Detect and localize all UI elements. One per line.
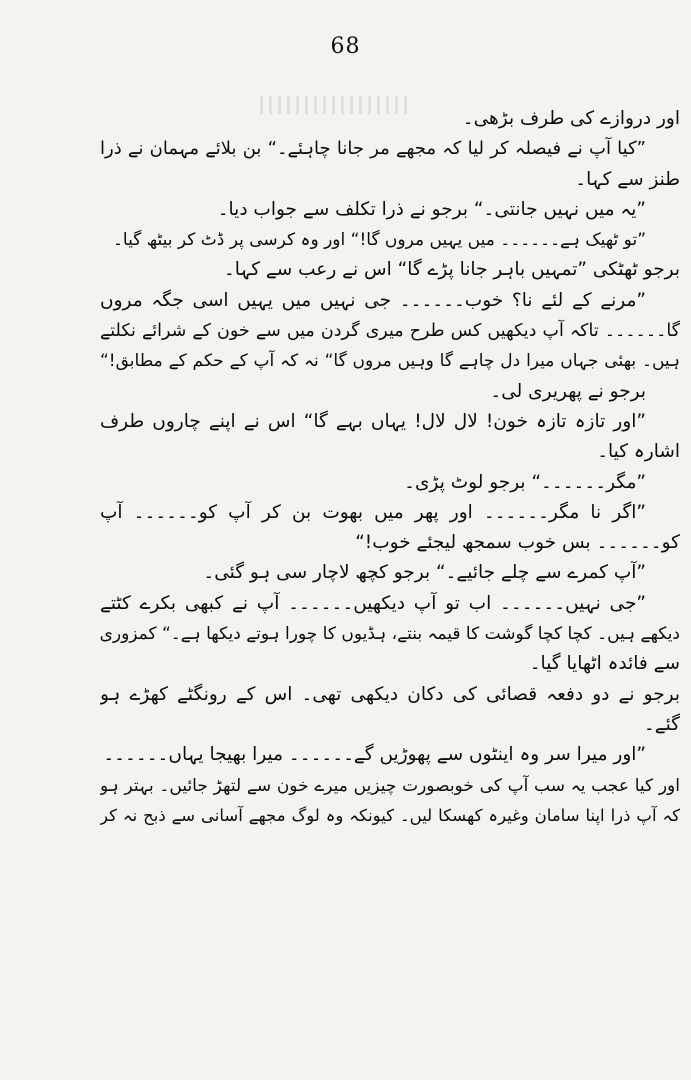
text-line: ”اور میرا سر وہ اینٹوں سے پھوڑیں گے۔۔۔۔۔۔ میرا بھیجا یہاں۔۔۔۔۔۔	[103, 744, 646, 766]
page-text	[100, 104, 680, 831]
text-line: ”مرنے کے لئے نا؟ خوب۔۔۔۔۔۔ جی نہیں میں یہیں اسی جگہ مروں	[100, 289, 646, 311]
text-line: گئے۔	[643, 713, 680, 735]
text-line: ”جی نہیں۔۔۔۔۔۔ اب تو آپ دیکھیں۔۔۔۔۔۔ آپ نے کبھی بکرے کٹتے	[100, 592, 646, 614]
text-line: گا۔۔۔۔۔۔ تاکہ آپ دیکھیں کس طرح میری گردن میں سے خون کے شرائے نکلتے	[100, 321, 680, 342]
text-line: برجو نے دو دفعہ قصائی کی دکان دیکھی تھی۔ اس کے رونگٹے کھڑے ہو	[100, 683, 680, 705]
text-line: برجو نے پھریری لی۔	[490, 380, 646, 402]
text-line: کہ آپ ذرا اپنا سامان وغیرہ کھسکا لیں۔ کیونکہ وہ لوگ مجھے آسانی سے ذبح نہ کر	[100, 805, 680, 825]
text-line: برجو ٹھٹکی ”تمہیں باہر جانا پڑے گا“ اس نے رعب سے کہا۔	[223, 259, 680, 281]
text-line: ”اگر نا مگر۔۔۔۔۔۔ اور پھر میں بھوت بن کر آپ کو۔۔۔۔۔۔ آپ	[100, 501, 646, 523]
text-line: ”آپ کمرے سے چلے جائیے۔“ برجو کچھ لاچار سی ہو گئی۔	[203, 562, 646, 584]
text-line: اشارہ کیا۔	[597, 441, 680, 463]
text-line: طنز سے کہا۔	[575, 168, 680, 190]
text-line: اور کیا عجب یہ سب آپ کی خوبصورت چیزیں میرے خون سے لتھڑ جائیں۔ بہتر ہو	[100, 775, 680, 796]
text-line: اور دروازے کی طرف بڑھی۔	[462, 108, 680, 129]
text-line: کو۔۔۔۔۔۔ بس خوب سمجھ لیجئے خوب!“	[355, 532, 680, 554]
text-line: ”مگر۔۔۔۔۔۔“ برجو لوٹ پڑی۔	[404, 471, 646, 493]
text-line: ”اور تازہ تازہ خون! لال لال! یہاں بہے گا“ اس نے اپنے چاروں طرف	[100, 410, 646, 432]
text-line: دیکھے ہیں۔ کچا کچا گوشت کا قیمہ بنتے، ہڈیوں کا چورا ہوتے دیکھا ہے۔“ کمزوری	[100, 624, 680, 645]
text-line: ”کیا آپ نے فیصلہ کر لیا کہ مجھے مر جانا چاہئے۔“ بن بلائے مہمان نے ذرا	[100, 138, 646, 160]
page-number: 68	[330, 34, 361, 59]
text-line: سے فائدہ اٹھایا گیا۔	[529, 653, 680, 675]
text-line: ”یہ میں نہیں جانتی۔“ برجو نے ذرا تکلف سے جواب دیا۔	[217, 198, 646, 220]
text-line: ہیں۔ بھئی جہاں میرا دل چاہے گا وہیں مروں گا“ نہ کہ آپ کے حکم کے مطابق!“	[100, 351, 680, 372]
text-line: ”تو ٹھیک ہے۔۔۔۔۔۔ میں یہیں مروں گا!“ اور وہ کرسی پر ڈٹ کر بیٹھ گیا۔	[112, 230, 646, 251]
